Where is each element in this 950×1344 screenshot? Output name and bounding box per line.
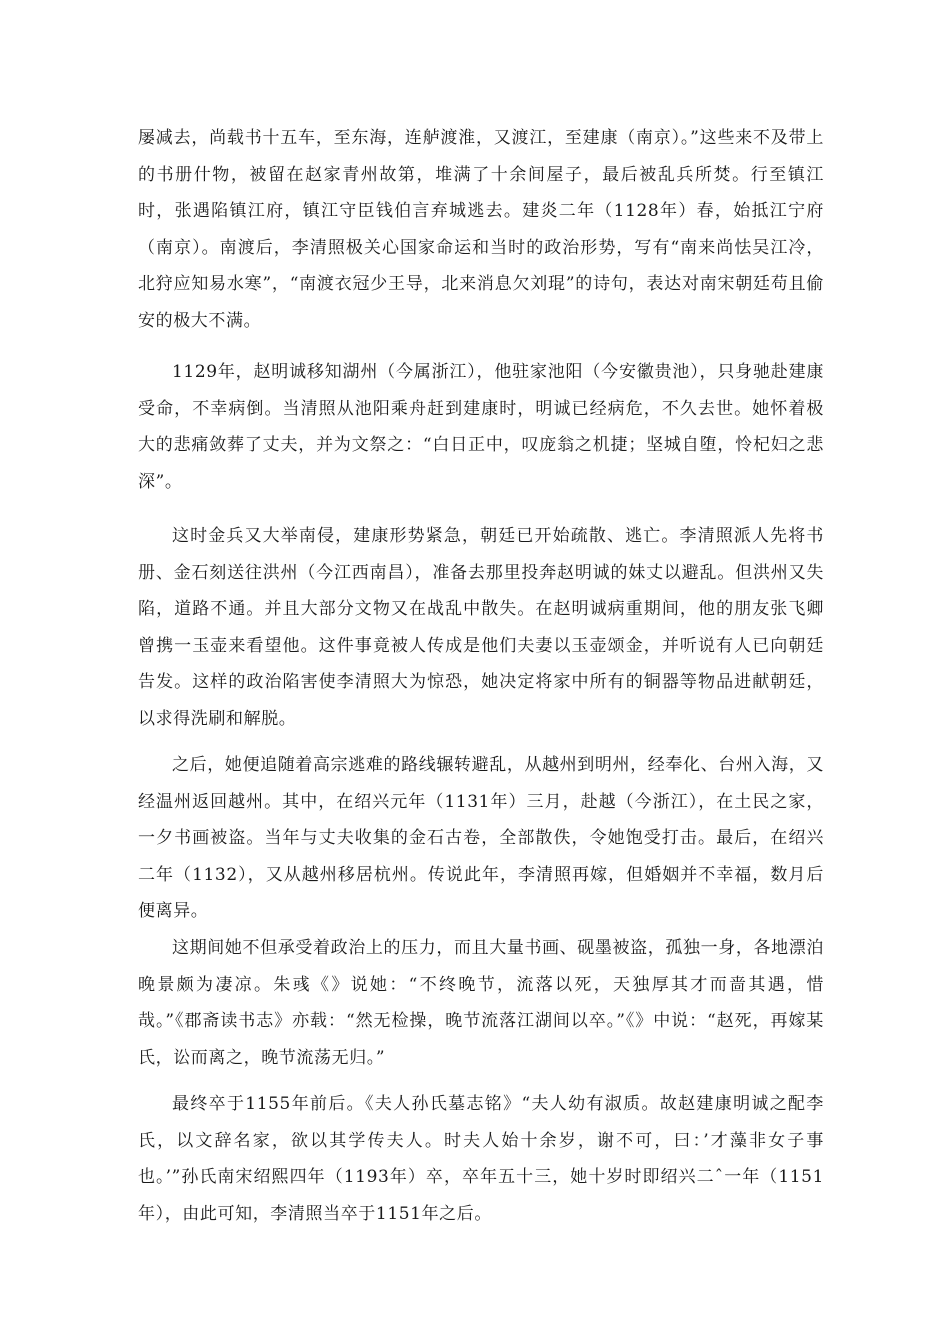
paragraph-2 xyxy=(138,354,824,500)
paragraph-5 xyxy=(138,930,824,1076)
paragraph-text: 之后，她便追随着高宗逃难的路线辗转避乱，从越州到明州，经奉化、台州入海，又经温州返回越州。其中，在绍兴元年（1131年）三月，赴越（今浙江），在土民之家，一夕书画被盗。当年与丈夫收集的金石古卷，全部散佚，令她饱受打击。最后，在绍兴二年（1132），又从越州移居杭州。传说此年，李清照再嫁，但婚姻并不幸福，数月后便离异。 xyxy=(138,755,824,921)
paragraph-text: 这时金兵又大举南侵，建康形势紧急，朝廷已开始疏散、逃亡。李清照派人先将书册、金石刻送往洪州（今江西南昌），准备去那里投奔赵明诚的妹丈以避乱。但洪州又失陷，道路不通。并且大部分文物又在战乱中散失。在赵明诚病重期间，他的朋友张飞卿曾携一玉壶来看望他。这件事竟被人传成是他们夫妻以玉壶颂金，并听说有人已向朝廷告发。这样的政治陷害使李清照大为惊恐，她决定将家中所有的铜器等物品进献朝廷，以求得洗刷和解脱。 xyxy=(138,526,824,729)
paragraph-text: 屡减去，尚载书十五车，至东海，连舻渡淮，又渡江，至建康（南京）。”这些来不及带上的书册什物，被留在赵家青州故第，堆满了十余间屋子，最后被乱兵所焚。行至镇江时，张遇陷镇江府，镇江守臣钱伯言弃城逃去。建炎二年（1128年）春，始抵江宁府（南京）。南渡后，李清照极关心国家命运和当时的政治形势，写有“南来尚怯吴江冷，北狩应知易水寒”，“南渡衣冠少王导，北来消息欠刘琨”的诗句，表达对南宋朝廷苟且偷安的极大不满。 xyxy=(138,128,824,331)
paragraph-text: 1129年，赵明诚移知湖州（今属浙江），他驻家池阳（今安徽贵池），只身驰赴建康受命，不幸病倒。当清照从池阳乘舟赶到建康时，明诚已经病危，不久去世。她怀着极大的悲痛敛葬了丈夫，并为文祭之：“白日正中，叹庞翁之机捷；坚城自堕，怜杞妇之悲深”。 xyxy=(138,362,824,492)
paragraph-6 xyxy=(138,1086,824,1232)
paragraph-text: 这期间她不但承受着政治上的压力，而且大量书画、砚墨被盗，孤独一身，各地漂泊晚景颇为凄凉。朱彧《》说她：“不终晚节，流落以死，天独厚其才而啬其遇，惜哉。”《郡斋读书志》亦载：“然无检操，晚节流落江湖间以卒。”《》中说：“赵死，再嫁某氏，讼而离之，晚节流荡无归。” xyxy=(138,938,824,1068)
paragraph-3 xyxy=(138,518,824,737)
paragraph-text: 最终卒于1155年前后。《夫人孙氏墓志铭》“夫人幼有淑质。故赵建康明诚之配李氏，以文辞名家，欲以其学传夫人。时夫人始十余岁，谢不可，曰：’才藻非女子事也。’”孙氏南宋绍熙四年（1193年）卒，卒年五十三，她十岁时即绍兴二ˆ一年（1151年），由此可知，李清照当卒于1151年之后。 xyxy=(138,1094,824,1224)
paragraph-4 xyxy=(138,747,824,930)
paragraph-1 xyxy=(138,120,824,339)
